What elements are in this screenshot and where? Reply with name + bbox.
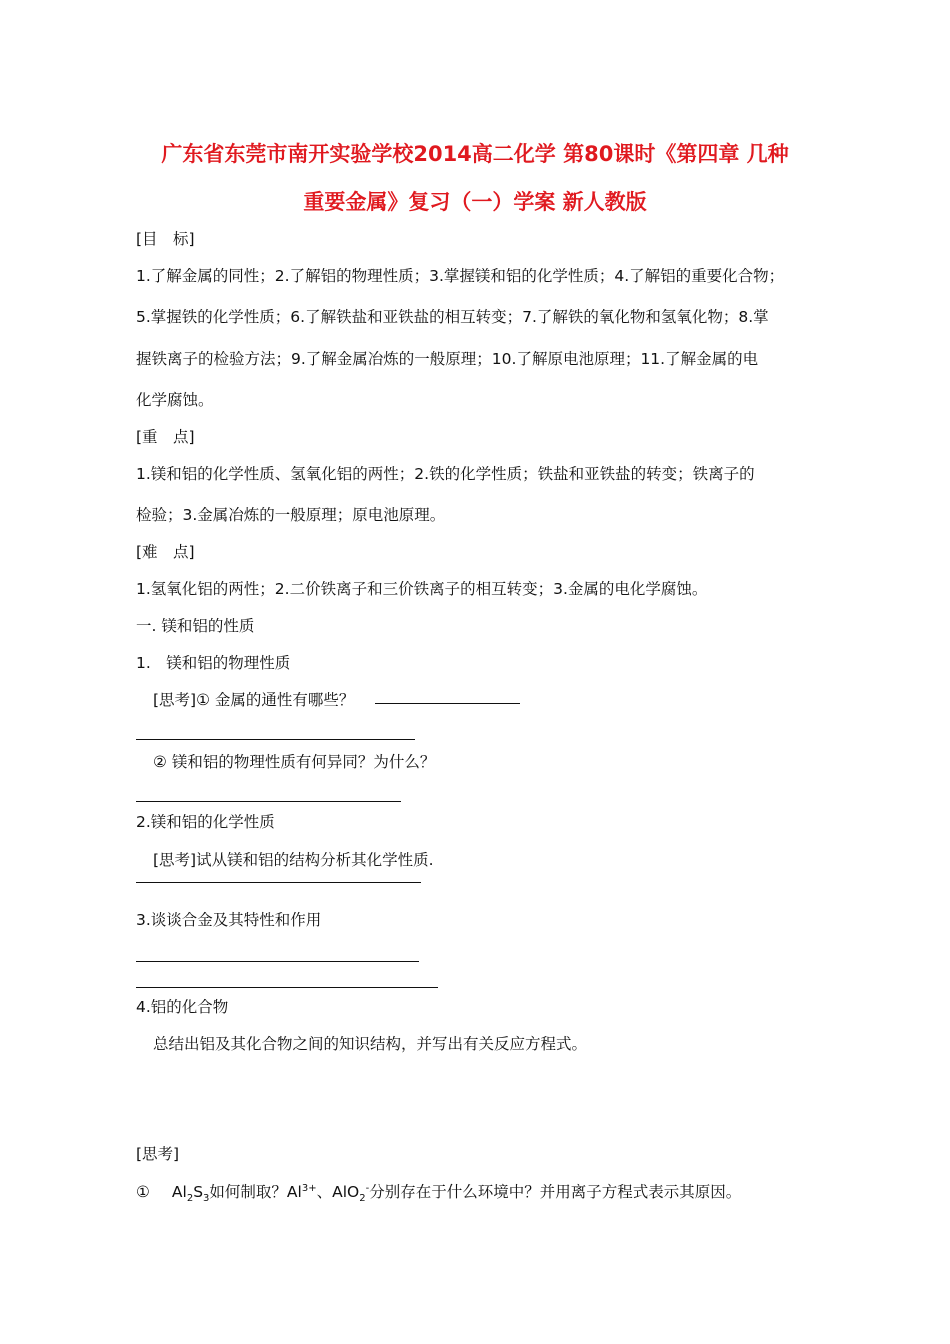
think-question-3: [思考]试从镁和铝的结构分析其化学性质. [153, 851, 434, 869]
goals-line-4: 化学腐蚀。 [136, 391, 214, 409]
summary-instruction: 总结出铝及其化合物之间的知识结构，并写出有关反应方程式。 [153, 1035, 588, 1053]
answer-blank-5 [136, 961, 419, 962]
answer-blank-3 [136, 801, 401, 802]
goals-line-2: 5.掌握铁的化学性质；6.了解铁盐和亚铁盐的相互转变；7.了解铁的氧化物和氢氧化物；8.掌 [136, 308, 769, 326]
title-line-1: 广东省东莞市南开实验学校2014高二化学 第80课时《第四章 几种 [161, 142, 789, 166]
subsection-3-heading: 3.谈谈合金及其特性和作用 [136, 911, 322, 929]
think-question-2: ② 镁和铝的物理性质有何异同？为什么？ [153, 753, 436, 771]
key-points-line-1: 1.镁和铝的化学性质、氢氧化铝的两性；2.铁的化学性质；铁盐和亚铁盐的转变；铁离子的 [136, 465, 755, 483]
answer-blank-6 [136, 987, 438, 988]
title-line-2: 重要金属》复习（一）学案 新人教版 [303, 190, 647, 214]
answer-blank-2 [136, 739, 415, 740]
section-1-heading: 一. 镁和铝的性质 [136, 617, 255, 635]
difficult-points-heading: [难 点] [136, 543, 195, 561]
goals-line-3: 握铁离子的检验方法；9.了解金属冶炼的一般原理；10.了解原电池原理；11.了解金属的电 [136, 350, 759, 368]
goals-line-1: 1.了解金属的同性；2.了解铝的物理性质；3.掌握镁和铝的化学性质；4.了解铝的重要化合物； [136, 267, 785, 285]
subsection-1-heading: 1. 镁和铝的物理性质 [136, 654, 291, 672]
difficult-points-line: 1.氢氧化铝的两性；2.二价铁离子和三价铁离子的相互转变；3.金属的电化学腐蚀。 [136, 580, 708, 598]
question-1: ① $Al_2S_3$如何制取？$Al^{3+}$、AlO$_2$-分别存在于什么环境中？并用离子方程式表示其原因。 [136, 1182, 742, 1205]
goals-heading: [目 标] [136, 230, 195, 248]
subsection-2-heading: 2.镁和铝的化学性质 [136, 813, 275, 831]
subsection-4-heading: 4.铝的化合物 [136, 998, 229, 1016]
answer-blank-1 [375, 703, 520, 704]
answer-blank-4 [136, 882, 421, 883]
think-question-1: [思考]① 金属的通性有哪些？ [153, 691, 355, 709]
key-points-heading: [重 点] [136, 428, 195, 446]
key-points-line-2: 检验；3.金属冶炼的一般原理；原电池原理。 [136, 506, 446, 524]
question-1-number: ① [136, 1183, 150, 1201]
think-heading: [思考] [136, 1145, 180, 1163]
